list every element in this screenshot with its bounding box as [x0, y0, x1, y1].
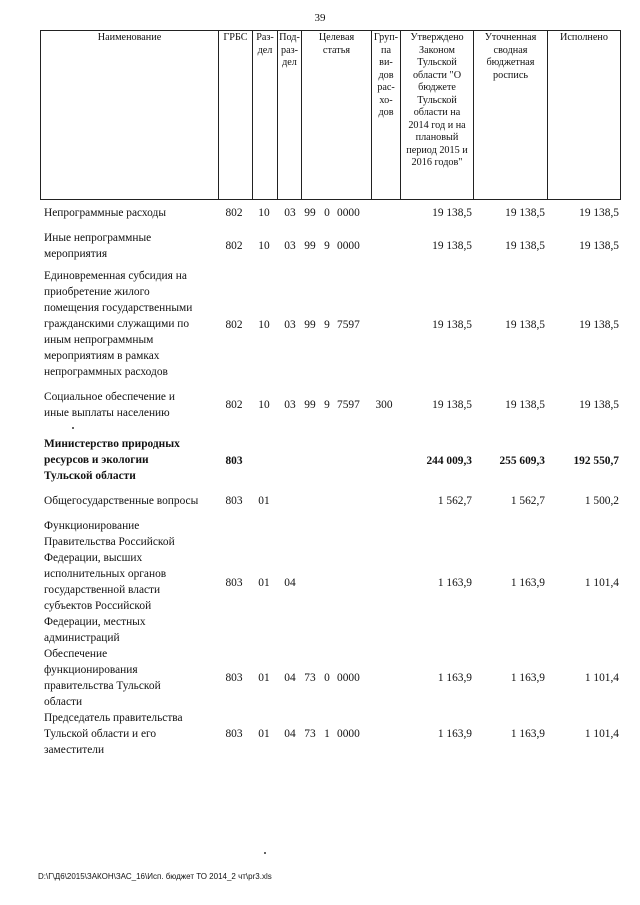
grbs-cell: 803 [225, 495, 243, 507]
page-number: 39 [314, 12, 326, 24]
ispolneno-value: 1 101,4 [584, 577, 619, 589]
vid-rashodov-cell: 300 [375, 399, 393, 411]
podrazdel-cell: 03 [284, 399, 296, 411]
header-utverzhdeno: Утверждено Законом Тульской области "О бюджете Тульской области на 2014 год и на плановый период 2015 и 2016 годов" [401, 31, 474, 200]
utverzhdeno-value: 19 138,5 [432, 207, 472, 219]
utverzhdeno-value: 19 138,5 [432, 319, 472, 331]
header-utochnennaya: Уточненная сводная бюджетная роспись [474, 31, 548, 200]
ispolneno-value: 19 138,5 [579, 399, 619, 411]
header-tselevaya-statya: Целевая статья [302, 31, 372, 200]
grbs-cell: 803 [225, 728, 243, 740]
utverzhdeno-value: 1 163,9 [437, 577, 472, 589]
utverzhdeno-value: 19 138,5 [432, 240, 472, 252]
row-name: Иные непрограммные мероприятия [44, 232, 152, 260]
table-header [40, 30, 621, 200]
tselevaya-part3-cell: 0000 [337, 728, 360, 740]
row-name: Общегосударственные вопросы [44, 495, 199, 507]
ispolneno-value: 1 101,4 [584, 728, 619, 740]
grbs-cell: 803 [225, 455, 243, 467]
podrazdel-cell: 04 [284, 577, 296, 589]
podrazdel-cell: 03 [284, 319, 296, 331]
header-razdel: Раз- дел [253, 31, 278, 200]
row-name: Единовременная субсидия на приобретение жилого помещения государственными гражданскими служащими по иным непрограммным мероприятиям в рамках непрограммных расходов [44, 270, 193, 378]
razdel-cell: 10 [258, 399, 270, 411]
utochnennaya-value: 19 138,5 [505, 240, 545, 252]
tselevaya-part1-cell: 99 [304, 207, 316, 219]
utochnennaya-value: 19 138,5 [505, 207, 545, 219]
ispolneno-value: 1 101,4 [584, 672, 619, 684]
razdel-cell: 01 [258, 728, 270, 740]
utochnennaya-value: 19 138,5 [505, 399, 545, 411]
tselevaya-part2-cell: 1 [324, 728, 330, 740]
razdel-cell: 10 [258, 240, 270, 252]
row-name: Обеспечение функционирования правительства Тульской области [44, 648, 161, 708]
podrazdel-cell: 03 [284, 240, 296, 252]
tselevaya-part1-cell: 99 [304, 399, 316, 411]
utverzhdeno-value: 1 163,9 [437, 728, 472, 740]
scan-speck [72, 427, 74, 429]
razdel-cell: 10 [258, 207, 270, 219]
row-name: Непрограммные расходы [44, 207, 166, 219]
tselevaya-part3-cell: 0000 [337, 207, 360, 219]
razdel-cell: 01 [258, 577, 270, 589]
header-gruppa-vidov: Груп- па ви- дов рас- хо- дов [372, 31, 401, 200]
ispolneno-value: 19 138,5 [579, 240, 619, 252]
razdel-cell: 10 [258, 319, 270, 331]
utverzhdeno-value: 1 163,9 [437, 672, 472, 684]
grbs-cell: 803 [225, 577, 243, 589]
header-grbs: ГРБС [219, 31, 253, 200]
tselevaya-part3-cell: 0000 [337, 672, 360, 684]
row-name: Функционирование Правительства Российской Федерации, высших исполнительных органов государственной власти субъектов Российской Федерации, местных администраций [44, 520, 175, 644]
tselevaya-part2-cell: 0 [324, 207, 330, 219]
file-path-footer: D:\Г\Д6\2015\ЗАКОН\ЗАС_16\Исп. бюджет ТО 2014_2 чт\pr3.xls [38, 872, 272, 881]
utverzhdeno-value: 244 009,3 [426, 455, 472, 467]
utochnennaya-value: 1 163,9 [510, 672, 545, 684]
grbs-cell: 803 [225, 672, 243, 684]
ispolneno-value: 192 550,7 [573, 455, 619, 467]
grbs-cell: 802 [225, 319, 243, 331]
ispolneno-value: 19 138,5 [579, 207, 619, 219]
tselevaya-part3-cell: 0000 [337, 240, 360, 252]
row-name: Председатель правительства Тульской области и его заместители [44, 712, 183, 756]
ispolneno-value: 19 138,5 [579, 319, 619, 331]
grbs-cell: 802 [225, 207, 243, 219]
row-name: Социальное обеспечение и иные выплаты населению [44, 391, 175, 419]
tselevaya-part2-cell: 9 [324, 319, 330, 331]
utverzhdeno-value: 1 562,7 [437, 495, 472, 507]
row-name: Министерство природных ресурсов и экологии Тульской области [44, 438, 180, 482]
tselevaya-part3-cell: 7597 [337, 319, 360, 331]
podrazdel-cell: 03 [284, 207, 296, 219]
grbs-cell: 802 [225, 240, 243, 252]
utverzhdeno-value: 19 138,5 [432, 399, 472, 411]
utochnennaya-value: 1 163,9 [510, 728, 545, 740]
utochnennaya-value: 1 163,9 [510, 577, 545, 589]
grbs-cell: 802 [225, 399, 243, 411]
scan-speck [264, 852, 266, 854]
utochnennaya-value: 1 562,7 [510, 495, 545, 507]
podrazdel-cell: 04 [284, 728, 296, 740]
header-ispolneno: Исполнено [548, 31, 621, 200]
tselevaya-part1-cell: 73 [304, 728, 316, 740]
razdel-cell: 01 [258, 495, 270, 507]
podrazdel-cell: 04 [284, 672, 296, 684]
tselevaya-part2-cell: 0 [324, 672, 330, 684]
tselevaya-part1-cell: 99 [304, 319, 316, 331]
utochnennaya-value: 255 609,3 [499, 455, 545, 467]
razdel-cell: 01 [258, 672, 270, 684]
tselevaya-part2-cell: 9 [324, 240, 330, 252]
tselevaya-part3-cell: 7597 [337, 399, 360, 411]
tselevaya-part1-cell: 73 [304, 672, 316, 684]
tselevaya-part2-cell: 9 [324, 399, 330, 411]
header-name: Наименование [41, 31, 219, 200]
utochnennaya-value: 19 138,5 [505, 319, 545, 331]
ispolneno-value: 1 500,2 [584, 495, 619, 507]
header-podrazdel: Под- раз- дел [278, 31, 302, 200]
tselevaya-part1-cell: 99 [304, 240, 316, 252]
